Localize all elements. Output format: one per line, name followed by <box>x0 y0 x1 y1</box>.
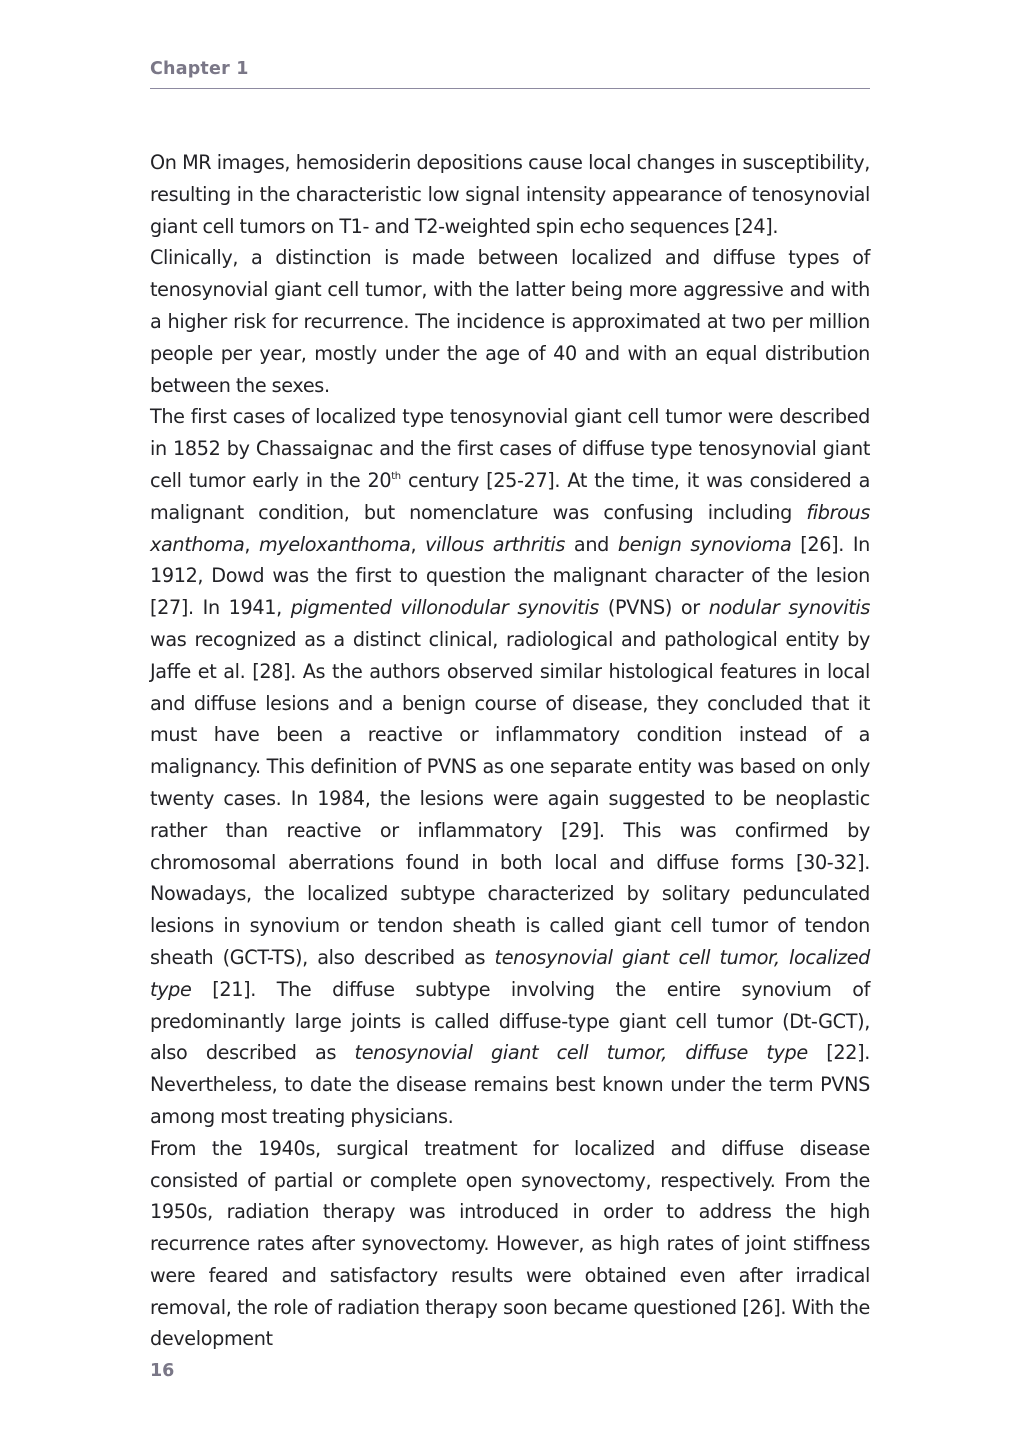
running-header <box>150 57 870 89</box>
text-run: was recognized as a distinct clinical, radiological and pathological entity by Jaffe et al. [28]. As the authors observed similar histological features in local and diffuse lesions and a benign course of disease, they concluded that it must have been a reactive or inflammatory condition instead of a malignancy. This definition of PVNS as one separate entity was based on only twenty cases. In 1984, the lesions were again suggested to be neoplastic rather than reactive or inflammatory [29]. This was confirmed by chromosomal aberrations found in both local and diffuse forms [30-32]. Nowadays, the localized subtype characterized by solitary pedunculated lesions in synovium or tendon sheath is called giant cell tumor of tendon sheath (GCT-TS), also described as <box>150 627 870 969</box>
body-text <box>150 147 870 1355</box>
text-run: The first cases of localized type tenosynovial giant cell tumor were described in 1852 by Chassaignac and the first cases of diffuse type tenosynovial giant cell tumor early in the 20 <box>150 405 870 492</box>
italic-term: tenosynovial giant cell tumor, localized type <box>150 945 871 1001</box>
paragraph-2: Clinically, a distinction is made between localized and diffuse types of tenosynovial giant cell tumor, with the latter being more aggressive and with a higher risk for recurrence. The incidence is approximated at two per million people per year, mostly under the age of 40 and with an equal distribution between the sexes. <box>150 246 870 397</box>
italic-term: fibrous xanthoma <box>150 500 870 556</box>
italic-term: tenosynovial giant cell tumor, diffuse type <box>354 1041 808 1065</box>
paragraph-4: From the 1940s, surgical treatment for localized and diffuse disease consisted of partial or complete open synovectomy, respectively. From the 1950s, radiation therapy was introduced in order to address the high recurrence rates after synovectomy. However, as high rates of joint stiffness were feared and satisfactory results were obtained even after irradical removal, the role of radiation therapy soon became questioned [26]. With the development <box>150 1136 870 1351</box>
paragraph-1: On MR images, hemosiderin depositions cause local changes in susceptibility, resulting in the characteristic low signal intensity appearance of tenosynovial giant cell tumors on T1- and T2-weighted spin echo sequences [24]. <box>150 151 870 238</box>
text-run: (PVNS) or <box>598 596 709 620</box>
text-run: , <box>244 532 259 556</box>
page-number: 16 <box>150 1361 175 1381</box>
text-run: century [25-27]. At the time, it was considered a malignant condition, but nomenclature was confusing including <box>150 468 870 524</box>
text-run: [26]. In 1912, Dowd was the first to question the malignant character of the lesion [27]. In 1941, <box>150 532 870 620</box>
ordinal-superscript: th <box>391 470 401 482</box>
text-run: and <box>565 532 618 556</box>
paragraph-3 <box>150 401 870 1132</box>
italic-term: myeloxanthoma <box>258 532 411 556</box>
text-run: [22]. Nevertheless, to date the disease remains best known under the term PVNS among most treating physicians. <box>150 1041 870 1128</box>
italic-term: benign synovioma <box>617 532 792 556</box>
italic-term: pigmented villonodular synovitis <box>290 596 599 620</box>
italic-term: nodular synovitis <box>708 596 870 620</box>
text-run: , <box>410 532 426 556</box>
chapter-label: Chapter 1 <box>150 59 249 79</box>
italic-term: villous arthritis <box>425 532 566 556</box>
text-run: [21]. The diffuse subtype involving the entire synovium of predominantly large joints is called diffuse-type giant cell tumor (Dt-GCT), also described as <box>150 977 870 1065</box>
